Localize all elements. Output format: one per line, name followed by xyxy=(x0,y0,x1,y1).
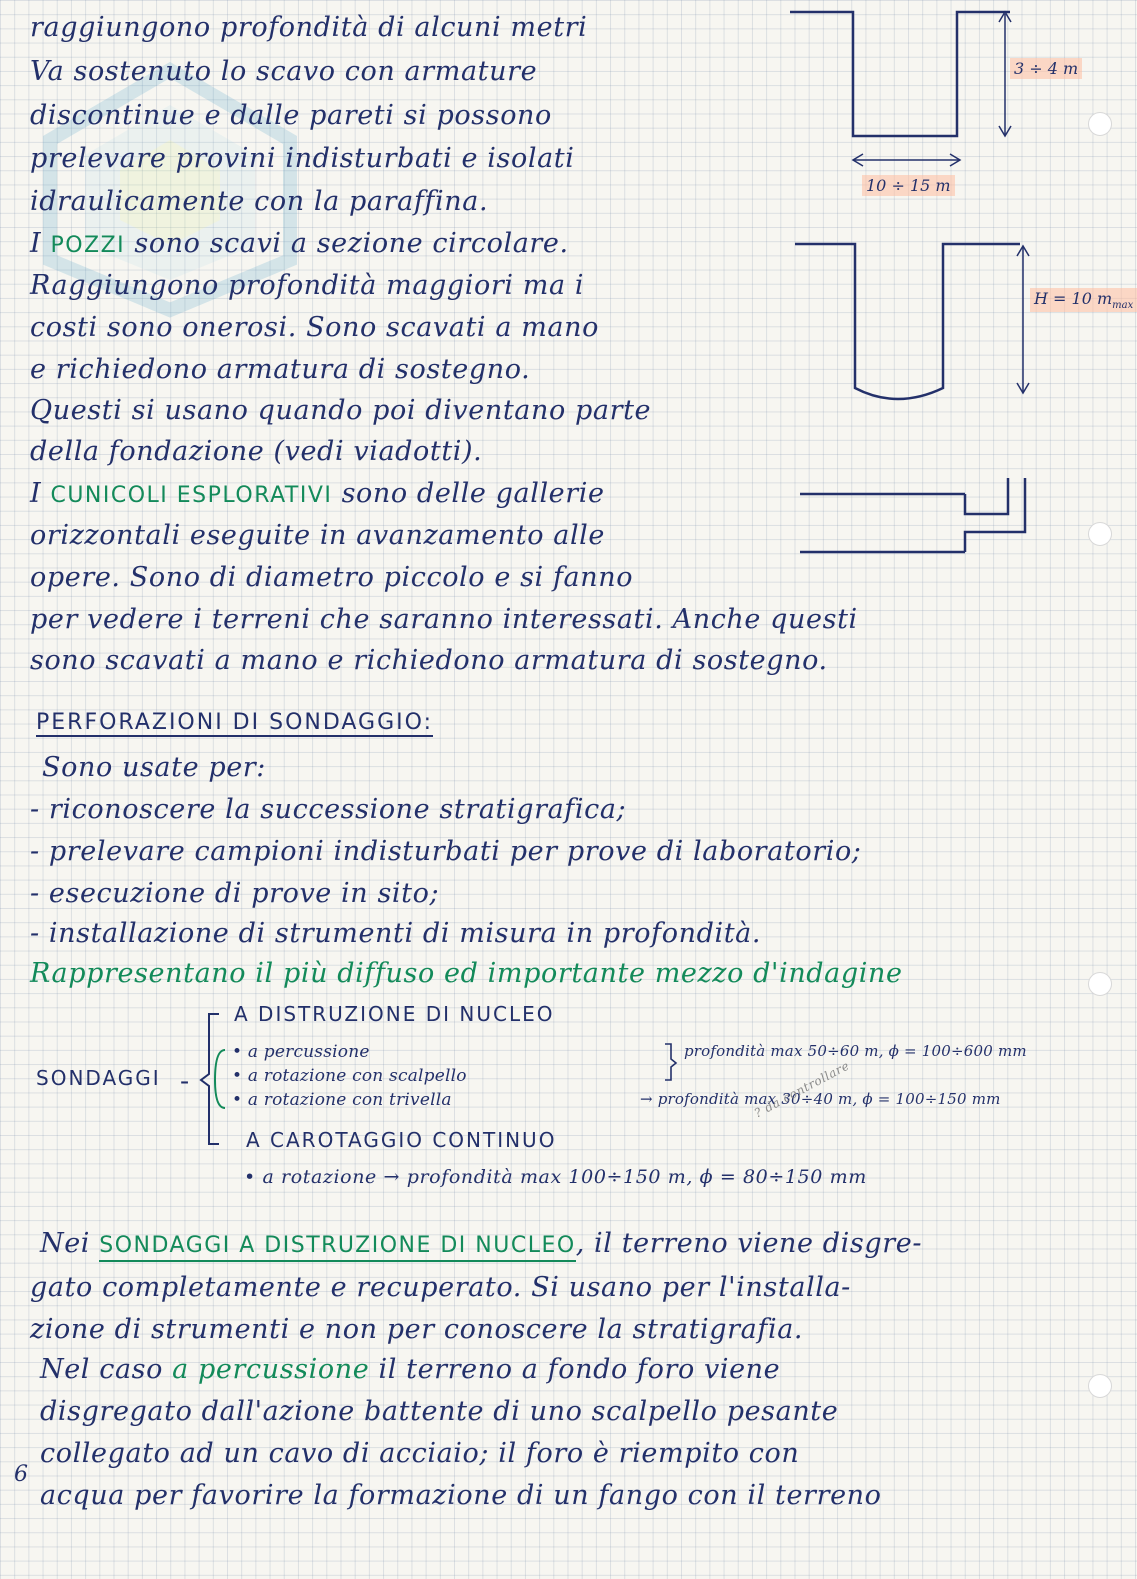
final-heading-line xyxy=(40,1228,922,1259)
tunnel-diagram xyxy=(800,470,1040,570)
text-line: gato completamente e recuperato. Si usano per l'installa- xyxy=(30,1272,851,1303)
sondaggi-brace xyxy=(195,1012,235,1147)
sondaggi-item: • a rotazione con trivella xyxy=(232,1090,452,1110)
prefix: I xyxy=(30,478,42,509)
prefix: Nei xyxy=(40,1228,91,1259)
bullet-item: - installazione di strumenti di misura in profondità. xyxy=(30,918,762,949)
sondaggi-item: • a percussione xyxy=(232,1042,370,1062)
text-line: della fondazione (vedi viadotti). xyxy=(30,436,483,467)
well-depth-value: H = 10 m xyxy=(1034,289,1113,308)
sondaggi-item: • a rotazione con scalpello xyxy=(232,1066,467,1086)
pozzi-heading-line xyxy=(30,228,569,259)
binder-hole xyxy=(1088,522,1112,546)
well-depth-label xyxy=(1030,288,1137,312)
bullet-item: - riconoscere la successione stratigrafica; xyxy=(30,794,627,825)
text-line: idraulicamente con la paraffina. xyxy=(30,186,489,217)
text: sono scavi a sezione circolare. xyxy=(134,228,569,259)
text-line: collegato ad un cavo di acciaio; il foro è riempito con xyxy=(40,1438,800,1469)
sondaggi-label: SONDAGGI xyxy=(36,1066,161,1090)
note-trivella: → profondità max 30÷40 m, ϕ = 100÷150 mm xyxy=(640,1090,1001,1108)
pozzi-term: POZZI xyxy=(50,233,126,258)
trench-width-label: 10 ÷ 15 m xyxy=(862,175,955,196)
text-line: Questi si usano quando poi diventano parte xyxy=(30,395,652,426)
text-line: opere. Sono di diametro piccolo e si fanno xyxy=(30,562,634,593)
binder-hole xyxy=(1088,112,1112,136)
text-line: per vedere i terreni che saranno interessati. Anche questi xyxy=(30,604,858,635)
prefix: I xyxy=(30,228,42,259)
percussione-term: a percussione xyxy=(172,1354,370,1385)
text-line: prelevare provini indisturbati e isolati xyxy=(30,143,575,174)
perforazioni-heading xyxy=(36,710,433,735)
text-line: orizzontali eseguite in avanzamento alle xyxy=(30,520,605,551)
text-line: Sono usate per: xyxy=(42,752,266,783)
text-line: discontinue e dalle pareti si possono xyxy=(30,100,552,131)
final-term: SONDAGGI A DISTRUZIONE DI NUCLEO xyxy=(99,1233,575,1262)
trench-diagram xyxy=(790,8,1050,198)
note-percussione: profondità max 50÷60 m, ϕ = 100÷600 mm xyxy=(684,1042,1027,1060)
text-line: disgregato dall'azione battente di uno scalpello pesante xyxy=(40,1396,839,1427)
text-line: Raggiungono profondità maggiori ma i xyxy=(30,270,585,301)
heading-text: PERFORAZIONI DI SONDAGGIO: xyxy=(36,710,433,735)
cunicoli-term: CUNICOLI ESPLORATIVI xyxy=(50,483,333,508)
text: sono delle gallerie xyxy=(341,478,605,509)
sondaggi-item-rotazione: • a rotazione → profondità max 100÷150 m, ϕ = 80÷150 mm xyxy=(244,1166,867,1188)
small-brace xyxy=(663,1042,679,1082)
well-depth-sub: max xyxy=(1112,300,1134,312)
bullet-item: - esecuzione di prove in sito; xyxy=(30,878,440,909)
prefix: Nel caso xyxy=(40,1354,163,1385)
text-line: raggiungono profondità di alcuni metri xyxy=(30,12,588,43)
group-distruzione: A DISTRUZIONE DI NUCLEO xyxy=(234,1002,555,1026)
text-line: sono scavati a mano e richiedono armatura di sostegno. xyxy=(30,645,828,676)
dash: - xyxy=(180,1066,190,1097)
highlight-line: Rappresentano il più diffuso ed importante mezzo d'indagine xyxy=(30,958,903,989)
text-line: costi sono onerosi. Sono scavati a mano xyxy=(30,312,599,343)
text-line: e richiedono armatura di sostegno. xyxy=(30,354,531,385)
percussione-line xyxy=(40,1354,780,1385)
trench-depth-label: 3 ÷ 4 m xyxy=(1010,58,1082,79)
page-number: 6 xyxy=(14,1462,29,1487)
bullet-item: - prelevare campioni indisturbati per prove di laboratorio; xyxy=(30,836,862,867)
text-line: acqua per favorire la formazione di un fango con il terreno xyxy=(40,1480,882,1511)
text: il terreno a fondo foro viene xyxy=(378,1354,781,1385)
cunicoli-heading-line xyxy=(30,478,605,509)
well-diagram xyxy=(795,238,1055,418)
binder-hole xyxy=(1088,972,1112,996)
group-carotaggio: A CAROTAGGIO CONTINUO xyxy=(246,1128,557,1152)
margin-note: ? da controllare xyxy=(752,1058,852,1121)
text-line: Va sostenuto lo scavo con armature xyxy=(30,56,538,87)
binder-hole xyxy=(1088,1374,1112,1398)
text: , il terreno viene disgre- xyxy=(575,1228,923,1259)
text-line: zione di strumenti e non per conoscere la stratigrafia. xyxy=(30,1314,804,1345)
